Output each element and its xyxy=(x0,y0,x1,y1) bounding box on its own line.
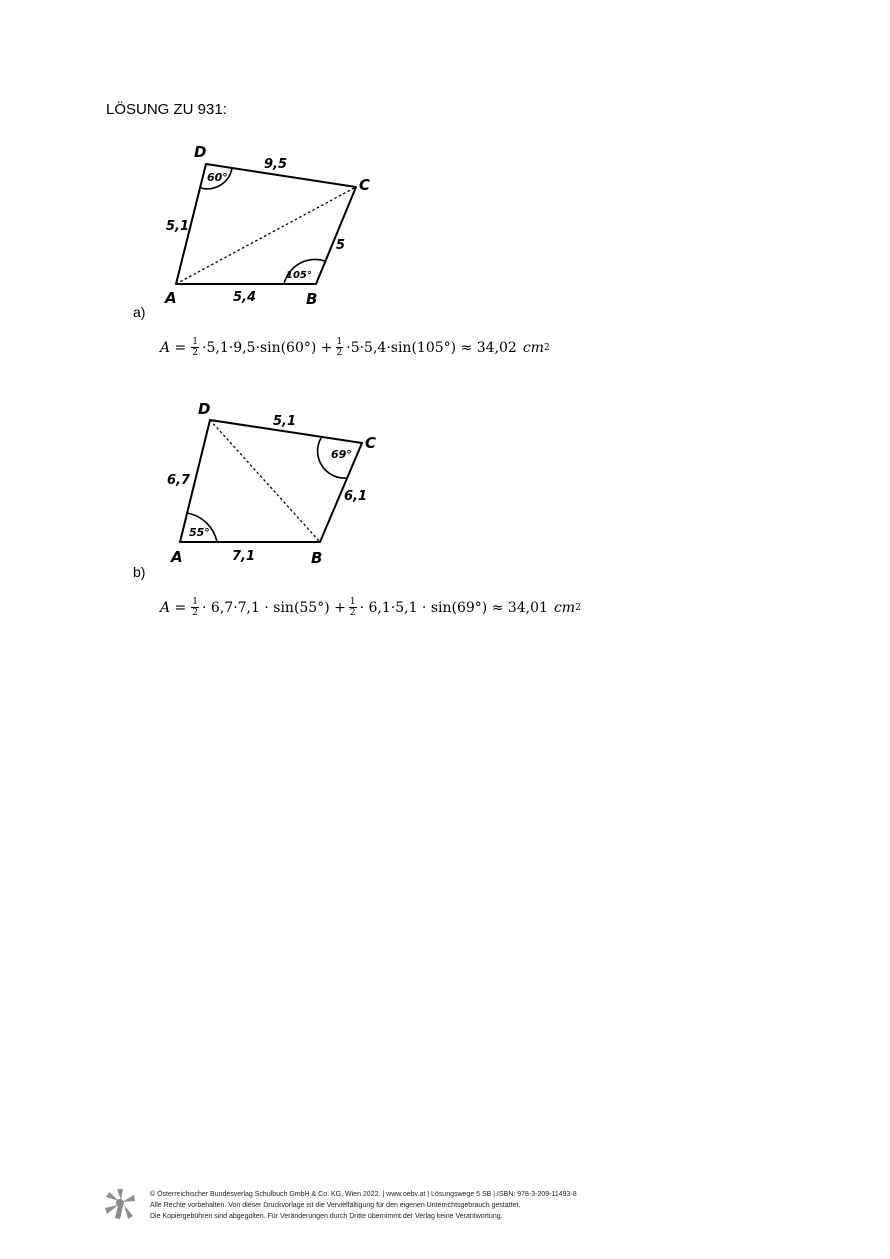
vertex-label-b: B xyxy=(311,549,323,567)
fraction-numerator: 1 xyxy=(192,597,199,607)
vertex-label-c: C xyxy=(365,434,377,452)
angle-label-d: 60° xyxy=(207,171,228,184)
fraction-numerator: 1 xyxy=(192,337,199,347)
side-label-ab: 5,4 xyxy=(233,290,257,305)
side-label-ab: 7,1 xyxy=(232,549,256,564)
page-title: LÖSUNG ZU 931: xyxy=(106,101,227,118)
formula-term: · 6,7·7,1 · sin(55°) + xyxy=(202,599,346,616)
formula-term: ·5·5,4·sin(105°) ≈ 34,02 xyxy=(346,339,517,356)
side-label-cd: 5,1 xyxy=(273,414,297,429)
quadrilateral-a-outline xyxy=(176,164,356,284)
fraction-half xyxy=(191,337,199,358)
formula-unit: cm xyxy=(553,599,576,616)
formula-exponent: 2 xyxy=(575,602,581,613)
vertex-label-a: A xyxy=(171,548,183,566)
fraction-half xyxy=(349,597,357,618)
formula-lhs: A = xyxy=(160,599,187,616)
fraction-numerator: 1 xyxy=(336,337,343,347)
formula-exponent: 2 xyxy=(543,342,550,353)
fraction-numerator: 1 xyxy=(349,597,356,607)
fraction-half xyxy=(191,597,199,618)
vertex-label-b: B xyxy=(306,290,318,308)
side-label-da: 6,7 xyxy=(167,473,191,488)
quadrilateral-figure-b xyxy=(160,396,390,571)
angle-label-b: 105° xyxy=(286,270,312,281)
side-label-cd: 9,5 xyxy=(264,157,288,172)
side-label-da: 5,1 xyxy=(166,219,190,234)
vertex-label-c: C xyxy=(359,176,371,194)
area-formula-b xyxy=(160,597,581,618)
formula-term: ·5,1·9,5·sin(60°) + xyxy=(202,339,333,356)
vertex-label-d: D xyxy=(198,400,211,418)
footer-line: Alle Rechte vorbehalten. Von dieser Druckvorlage ist die Vervielfältigung für den eigenen Unterrichtsgebrauch gestattet. xyxy=(150,1202,521,1209)
fraction-denominator: 2 xyxy=(192,608,199,618)
fraction-denominator: 2 xyxy=(192,348,199,358)
area-formula-a xyxy=(160,337,550,358)
fraction-denominator: 2 xyxy=(336,348,343,358)
part-label-a: a) xyxy=(133,304,146,320)
footer-line: © Österreichischer Bundesverlag Schulbuch GmbH & Co. KG, Wien 2022. | www.oebv.at | Lösungswege 5 SB | ISBN: 978-3-209-11493-8 xyxy=(150,1191,577,1198)
footer-line: Die Kopiergebühren sind abgegolten. Für Veränderungen durch Dritte übernimmt der Verlag keine Verantwortung. xyxy=(150,1213,503,1220)
side-label-bc: 6,1 xyxy=(344,489,368,504)
angle-label-a: 55° xyxy=(189,526,210,539)
formula-term: · 6,1·5,1 · sin(69°) ≈ 34,01 xyxy=(359,599,548,616)
angle-label-c: 69° xyxy=(331,448,352,461)
side-label-bc: 5 xyxy=(336,238,346,253)
quadrilateral-figure-a xyxy=(160,138,390,313)
publisher-logo-icon xyxy=(104,1188,136,1220)
diagonal-ac-a xyxy=(176,187,356,284)
formula-lhs: A = xyxy=(160,339,187,356)
vertex-label-d: D xyxy=(194,143,207,161)
vertex-label-a: A xyxy=(165,289,177,307)
formula-unit: cm xyxy=(522,339,544,356)
diagonal-bd-b xyxy=(210,420,320,542)
copyright-footer xyxy=(150,1189,577,1222)
part-label-b: b) xyxy=(133,564,146,580)
fraction-denominator: 2 xyxy=(349,608,356,618)
fraction-half xyxy=(336,337,344,358)
